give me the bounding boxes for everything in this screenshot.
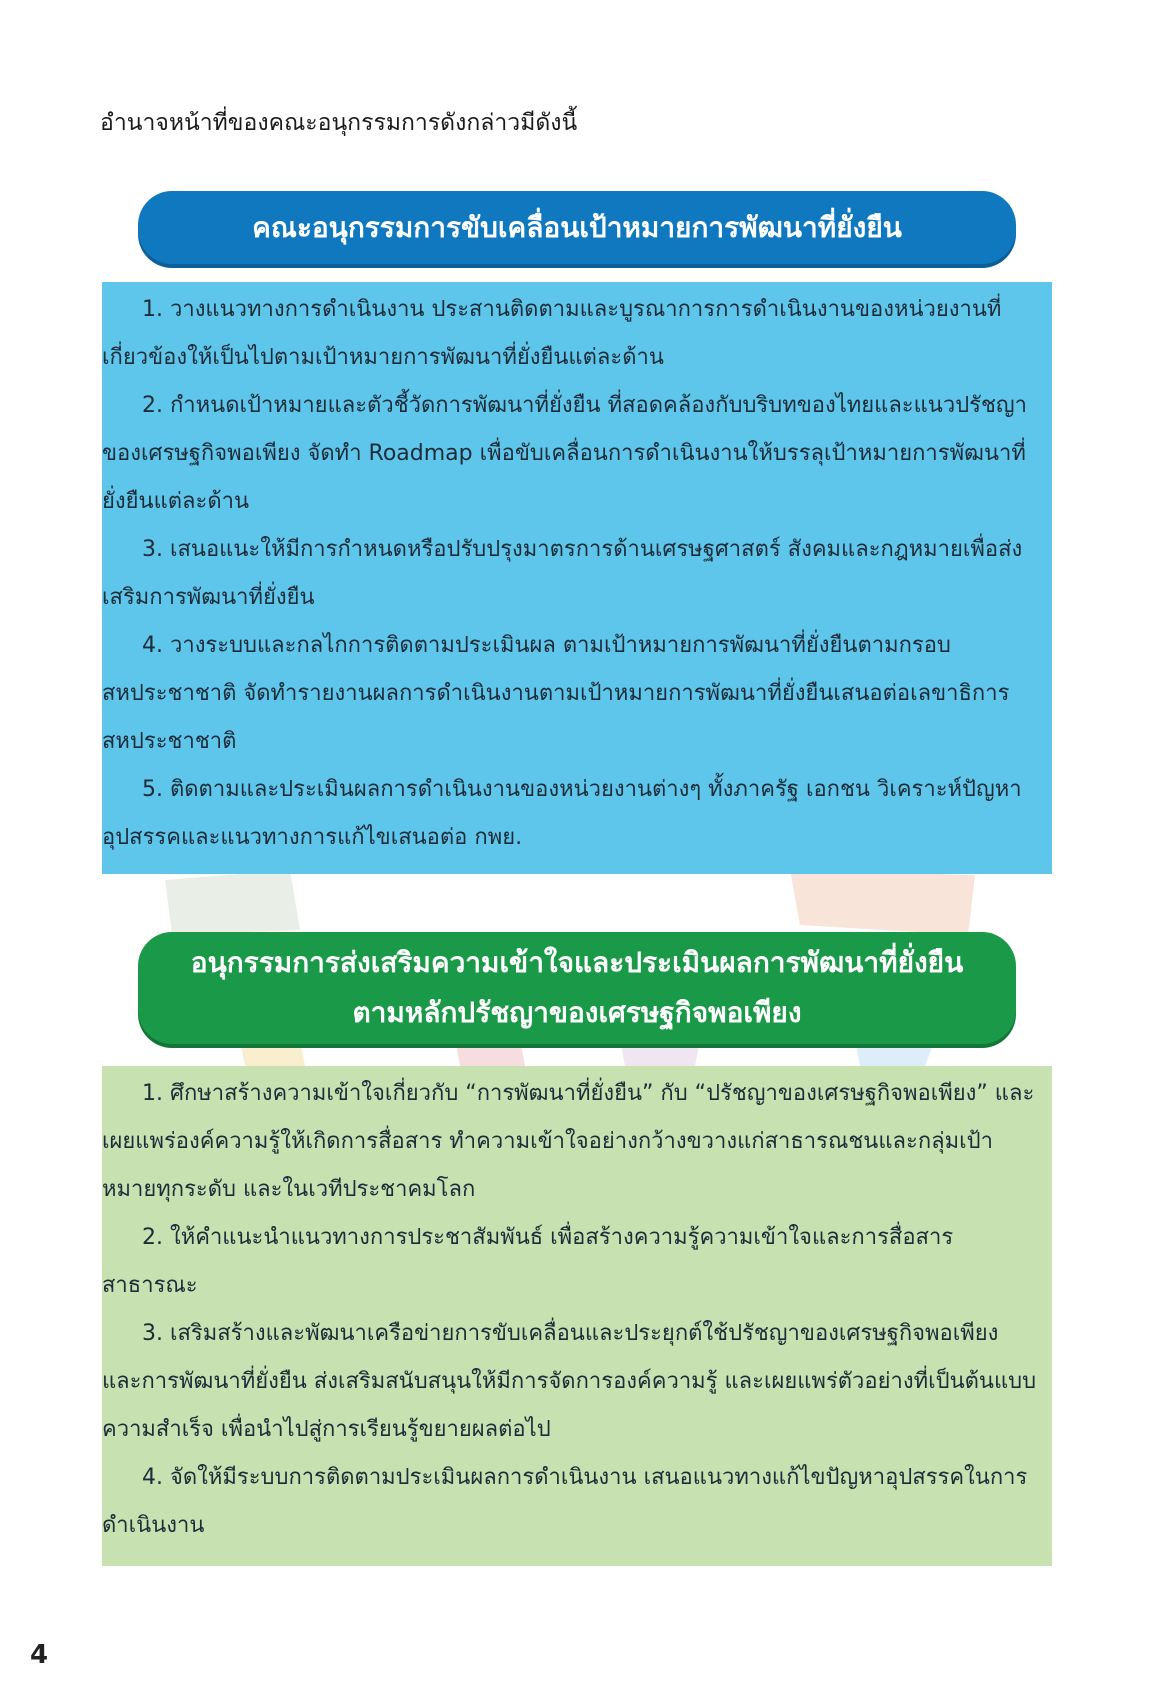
- section-2-item-1: 1. ศึกษาสร้างความเข้าใจเกี่ยวกับ “การพัฒนาที่ยั่งยืน” กับ “ปรัชญาของเศรษฐกิจพอเพียง” และเผยแพร่องค์ความรู้ให้เกิดการสื่อสาร ทำความเข้าใจอย่างกว้างขวางแก่สาธารณชนและกลุ่มเป้าหมายทุกระดับ และในเวทีประชาคมโลก: [102, 1081, 1035, 1202]
- section-2-title-banner: [138, 932, 1016, 1044]
- section-2-title-line-2: ตามหลักปรัชญาของเศรษฐกิจพอเพียง: [352, 996, 802, 1029]
- section-2-duties-panel: [102, 1066, 1052, 1566]
- intro-text: อำนาจหน้าที่ของคณะอนุกรรมการดังกล่าวมีดังนี้: [100, 110, 578, 136]
- section-1-item-2: 2. กำหนดเป้าหมายและตัวชี้วัดการพัฒนาที่ยั่งยืน ที่สอดคล้องกับบริบทของไทยและแนวปรัชญาของเศรษฐกิจพอเพียง จัดทำ Roadmap เพื่อขับเคลื่อนการดำเนินงานให้บรรลุเป้าหมายการพัฒนาที่ยั่งยืนแต่ละด้าน: [102, 393, 1028, 514]
- section-1-title-banner: คณะอนุกรรมการขับเคลื่อนเป้าหมายการพัฒนาที่ยั่งยืน: [138, 191, 1016, 264]
- section-1-duties-panel: [102, 282, 1052, 874]
- section-2-item-2: 2. ให้คำแนะนำแนวทางการประชาสัมพันธ์ เพื่อสร้างความรู้ความเข้าใจและการสื่อสารสาธารณะ: [102, 1225, 954, 1298]
- section-1-item-4: 4. วางระบบและกลไกการติดตามประเมินผล ตามเป้าหมายการพัฒนาที่ยั่งยืนตามกรอบสหประชาชาติ จัดทำรายงานผลการดำเนินงานตามเป้าหมายการพัฒนาที่ยั่งยืนเสนอต่อเลขาธิการสหประชาชาติ: [102, 633, 1010, 754]
- page-number: 4: [30, 1640, 49, 1670]
- section-2-item-3: 3. เสริมสร้างและพัฒนาเครือข่ายการขับเคลื่อนและประยุกต์ใช้ปรัชญาของเศรษฐกิจพอเพียง และการพัฒนาที่ยั่งยืน ส่งเสริมสนับสนุนให้มีการจัดการองค์ความรู้ และเผยแพร่ตัวอย่างที่เป็นต้นแบบความสำเร็จ เพื่อนำไปสู่การเรียนรู้ขยายผลต่อไป: [102, 1321, 1037, 1442]
- section-1-item-3: 3. เสนอแนะให้มีการกำหนดหรือปรับปรุงมาตรการด้านเศรษฐศาสตร์ สังคมและกฎหมายเพื่อส่งเสริมการพัฒนาที่ยั่งยืน: [102, 537, 1023, 610]
- section-2-item-4: 4. จัดให้มีระบบการติดตามประเมินผลการดำเนินงาน เสนอแนวทางแก้ไขปัญหาอุปสรรคในการดำเนินงาน: [102, 1465, 1028, 1538]
- section-1-item-5: 5. ติดตามและประเมินผลการดำเนินงานของหน่วยงานต่างๆ ทั้งภาครัฐ เอกชน วิเคราะห์ปัญหาอุปสรรคและแนวทางการแก้ไขเสนอต่อ กพย.: [102, 777, 1022, 850]
- section-1-item-1: 1. วางแนวทางการดำเนินงาน ประสานติดตามและบูรณาการการดำเนินงานของหน่วยงานที่เกี่ยวข้องให้เป็นไปตามเป้าหมายการพัฒนาที่ยั่งยืนแต่ละด้าน: [102, 297, 1002, 370]
- section-2-title-line-1: อนุกรรมการส่งเสริมความเข้าใจและประเมินผลการพัฒนาที่ยั่งยืน: [190, 946, 964, 979]
